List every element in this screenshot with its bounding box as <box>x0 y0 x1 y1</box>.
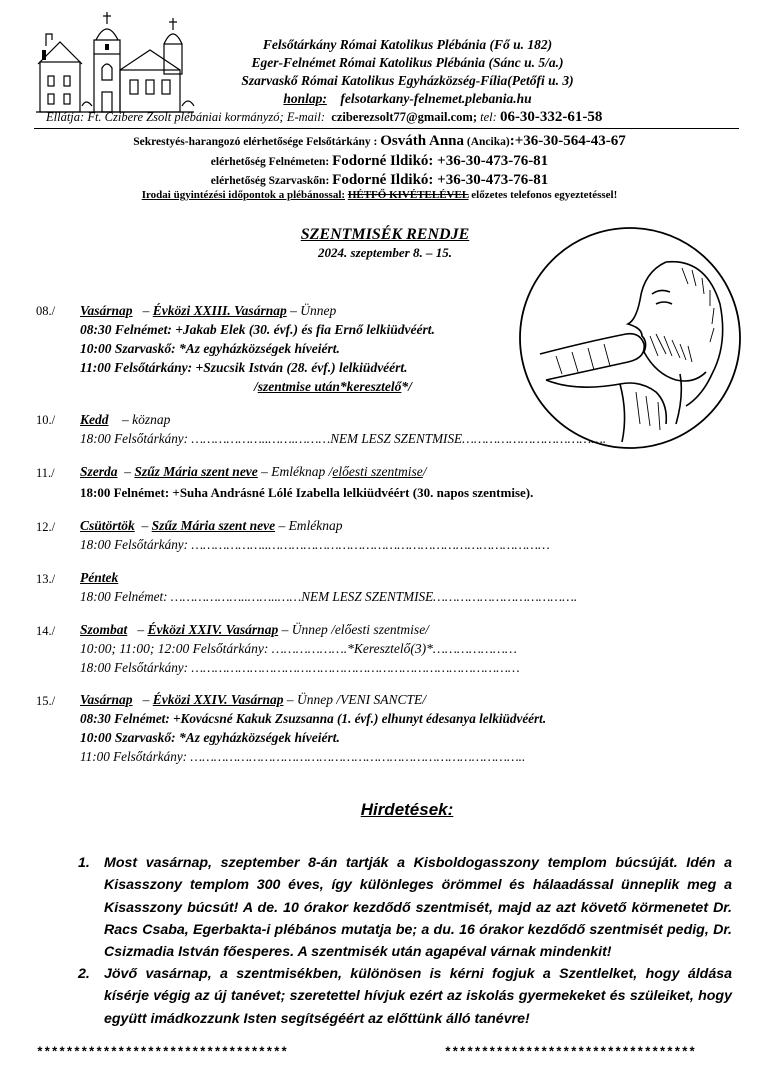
mass-08-1: 08:30 Felnémet: +Jakab Elek (30. évf.) és fia Ernő lelkiüdvéért. <box>80 322 435 337</box>
contact-line <box>46 109 602 126</box>
felnemet-value: Fodorné Ildikó: +36-30-473-76-81 <box>332 153 549 169</box>
announcement-1-number: 1. <box>78 855 90 871</box>
mass-12-1: 18:00 Felsőtárkány: ………………..……………………………………………………………… <box>80 537 550 552</box>
announcement-1: Most vasárnap, szeptember 8-án tartják a Kisboldogasszony templom búcsúját. Idén a Kisasszony templom 300 éves, így különleges örömmel és hálaadással ünneplik meg a Kisasszony búcsút! A de. 10 órakor kezdődő szentmisét, majd az azt követő körmenetet Dr. Racs Csaba, Egerbakta-i plébános mutatja be; a du. 16 órakor kezdődő szentmisét pedig, Dr. Csizmadia István főesperes. A szentmisék után agapéval várnak mindenkit! <box>104 855 732 961</box>
care-text: Ellátja: Ft. Czibere Zsolt plébániai kormányzó; E-mail: <box>46 110 326 124</box>
day-header-10 <box>80 412 170 428</box>
day-name-11: Szerda <box>80 464 118 479</box>
mass-13-1: 18:00 Felnémet: ………………..……..……NEM LESZ SZENTMISE………………………………. <box>80 589 578 604</box>
announcement-2-number: 2. <box>78 966 90 982</box>
day-name-10: Kedd <box>80 412 109 427</box>
day-name-08: Vasárnap <box>80 303 133 318</box>
sacristan-name: Osváth Anna <box>380 133 465 149</box>
day-number-14: 14./ <box>36 624 56 638</box>
header-parish-3: Szarvaskő Római Katolikus Egyházközség-Fília(Petőfi u. 3) <box>241 73 574 88</box>
note-12: – Emléknap <box>278 518 343 533</box>
header-divider <box>34 128 739 129</box>
szarvasko-value: Fodorné Ildikó: +36-30-473-76-81 <box>332 172 549 188</box>
note-08: – Ünnep <box>290 303 337 318</box>
header-parish-2: Eger-Felnémet Római Katolikus Plébánia (Sánc u. 5/a.) <box>251 55 564 70</box>
mass-08-2: 10:00 Szarvaskő: *Az egyházközségek híveiért. <box>80 341 340 356</box>
mass-15-3: 11:00 Felsőtárkány: ………………………………………………………………………….. <box>80 749 526 764</box>
day-name-13: Péntek <box>80 570 119 585</box>
sacristan-label: Sekrestyés-harangozó elérhetősége Felsőtárkány : <box>133 136 378 148</box>
felnemet-label: elérhetőség Felnémeten: <box>210 156 330 168</box>
note-14: – Ünnep /előesti szentmise/ <box>281 622 429 637</box>
mass-15-2: 10:00 Szarvaskő: *Az egyházközségek híveiért. <box>80 730 340 745</box>
footer-stars-left: ********************************** <box>36 1045 288 1060</box>
day-header-12: Csütörtök – Szűz Mária szent neve – Emléknap <box>80 518 343 533</box>
mass-08-3: 11:00 Felsőtárkány: +Szucsik István (28. évf.) lelkiüdvéért. <box>80 360 408 375</box>
feast-08: Évközi XXIII. Vasárnap <box>152 303 287 318</box>
baptism-open: / <box>254 379 258 394</box>
priest-illustration <box>516 224 744 452</box>
footer-stars-right: ********************************** <box>444 1045 696 1060</box>
day-number-08: 08./ <box>36 304 56 318</box>
feast-15: Évközi XXIV. Vasárnap <box>152 692 284 707</box>
baptism-close: */ <box>401 379 412 394</box>
tel-label: tel: <box>480 110 497 124</box>
day-number-12: 12./ <box>36 520 56 534</box>
note-15: – Ünnep /VENI SANCTE/ <box>286 692 426 707</box>
office-hours <box>0 189 759 201</box>
tel-value: 06-30-332-61-58 <box>499 109 603 125</box>
note-11-end: / <box>422 464 427 479</box>
mass-11-1: 18:00 Felnémet: +Suha Andrásné Lólé Izabella lelkiüdvéért (30. napos szentmise). <box>80 485 534 500</box>
feast-11: Szűz Mária szent neve <box>134 464 258 479</box>
day-name-14: Szombat <box>80 622 128 637</box>
email-link[interactable]: cziberezsolt77@gmail.com; <box>331 110 478 124</box>
szarvasko-contact <box>0 172 759 189</box>
note-11-underlined: előesti szentmise <box>332 464 423 479</box>
note-10: – köznap <box>122 412 171 427</box>
homepage-line <box>0 91 759 107</box>
announcements-title: Hirdetések: <box>360 800 454 819</box>
day-number-10: 10./ <box>36 413 56 427</box>
day-header-11: Szerda – Szűz Mária szent neve – Emléknap /előesti szentmise/ <box>80 464 427 479</box>
note-11: – Emléknap / <box>261 464 333 479</box>
sacristan-phone: :+36-30-564-43-67 <box>509 133 626 149</box>
homepage-label: honlap: <box>283 91 327 106</box>
day-header-13 <box>80 570 118 586</box>
mass-14-1: 10:00; 11:00; 12:00 Felsőtárkány: ……………….*Keresztelő(3)*………………… <box>80 641 517 656</box>
day-header-08: Vasárnap – Évközi XXIII. Vasárnap – Ünnep <box>80 303 337 318</box>
office-highlight: HÉTFŐ KIVÉTELÉVEL <box>347 189 469 201</box>
schedule-dates: 2024. szeptember 8. – 15. <box>318 245 452 260</box>
baptism-note: szentmise után*keresztelő <box>257 379 402 394</box>
sacristan-contact <box>0 133 759 150</box>
szarvasko-label: elérhetőség Szarvaskőn: <box>210 175 330 187</box>
feast-14: Évközi XXIV. Vasárnap <box>147 622 279 637</box>
mass-10-1: 18:00 Felsőtárkány: ………………..…….………NEM LESZ SZENTMISE………………………………. <box>80 431 607 446</box>
day-name-12: Csütörtök <box>80 518 135 533</box>
day-number-15: 15./ <box>36 694 56 708</box>
homepage-link[interactable]: felsotarkany-felnemet.plebania.hu <box>340 91 532 106</box>
office-prefix: Irodai ügyintézési időpontok a plébánossal: <box>141 189 346 201</box>
day-name-15: Vasárnap <box>80 692 133 707</box>
announcement-2: Jövő vasárnap, a szentmisékben, különösen is kérni fogjuk a Szentlelket, hogy áldása kísérje végig az új tanévet; szeretettel hívjuk ezért az iskolás gyermekeket és szüleiket, hogy együtt imádkozzunk Isten segítségéért az előttünk álló tanévre! <box>104 966 732 1027</box>
mass-08-4 <box>254 379 412 395</box>
feast-12: Szűz Mária szent neve <box>151 518 276 533</box>
day-number-11: 11./ <box>36 466 55 480</box>
day-number-13: 13./ <box>36 572 56 586</box>
schedule-title: SZENTMISÉK RENDJE <box>300 226 470 243</box>
day-header-14: Szombat – Évközi XXIV. Vasárnap – Ünnep /előesti szentmise/ <box>80 622 429 637</box>
office-suffix: előzetes telefonos egyeztetéssel! <box>471 189 618 201</box>
felnemet-contact <box>0 153 759 170</box>
mass-14-2: 18:00 Felsőtárkány: ………………………………………………………………………… <box>80 660 520 675</box>
day-header-15: Vasárnap – Évközi XXIV. Vasárnap – Ünnep /VENI SANCTE/ <box>80 692 426 707</box>
sacristan-nick: (Ancika) <box>466 136 510 148</box>
mass-15-1: 08:30 Felnémet: +Kovácsné Kakuk Zsuzsanna (1. évf.) elhunyt édesanya lelkiüdvéért. <box>80 711 547 726</box>
header-parish-1: Felsőtárkány Római Katolikus Plébánia (Fő u. 182) <box>262 37 553 52</box>
